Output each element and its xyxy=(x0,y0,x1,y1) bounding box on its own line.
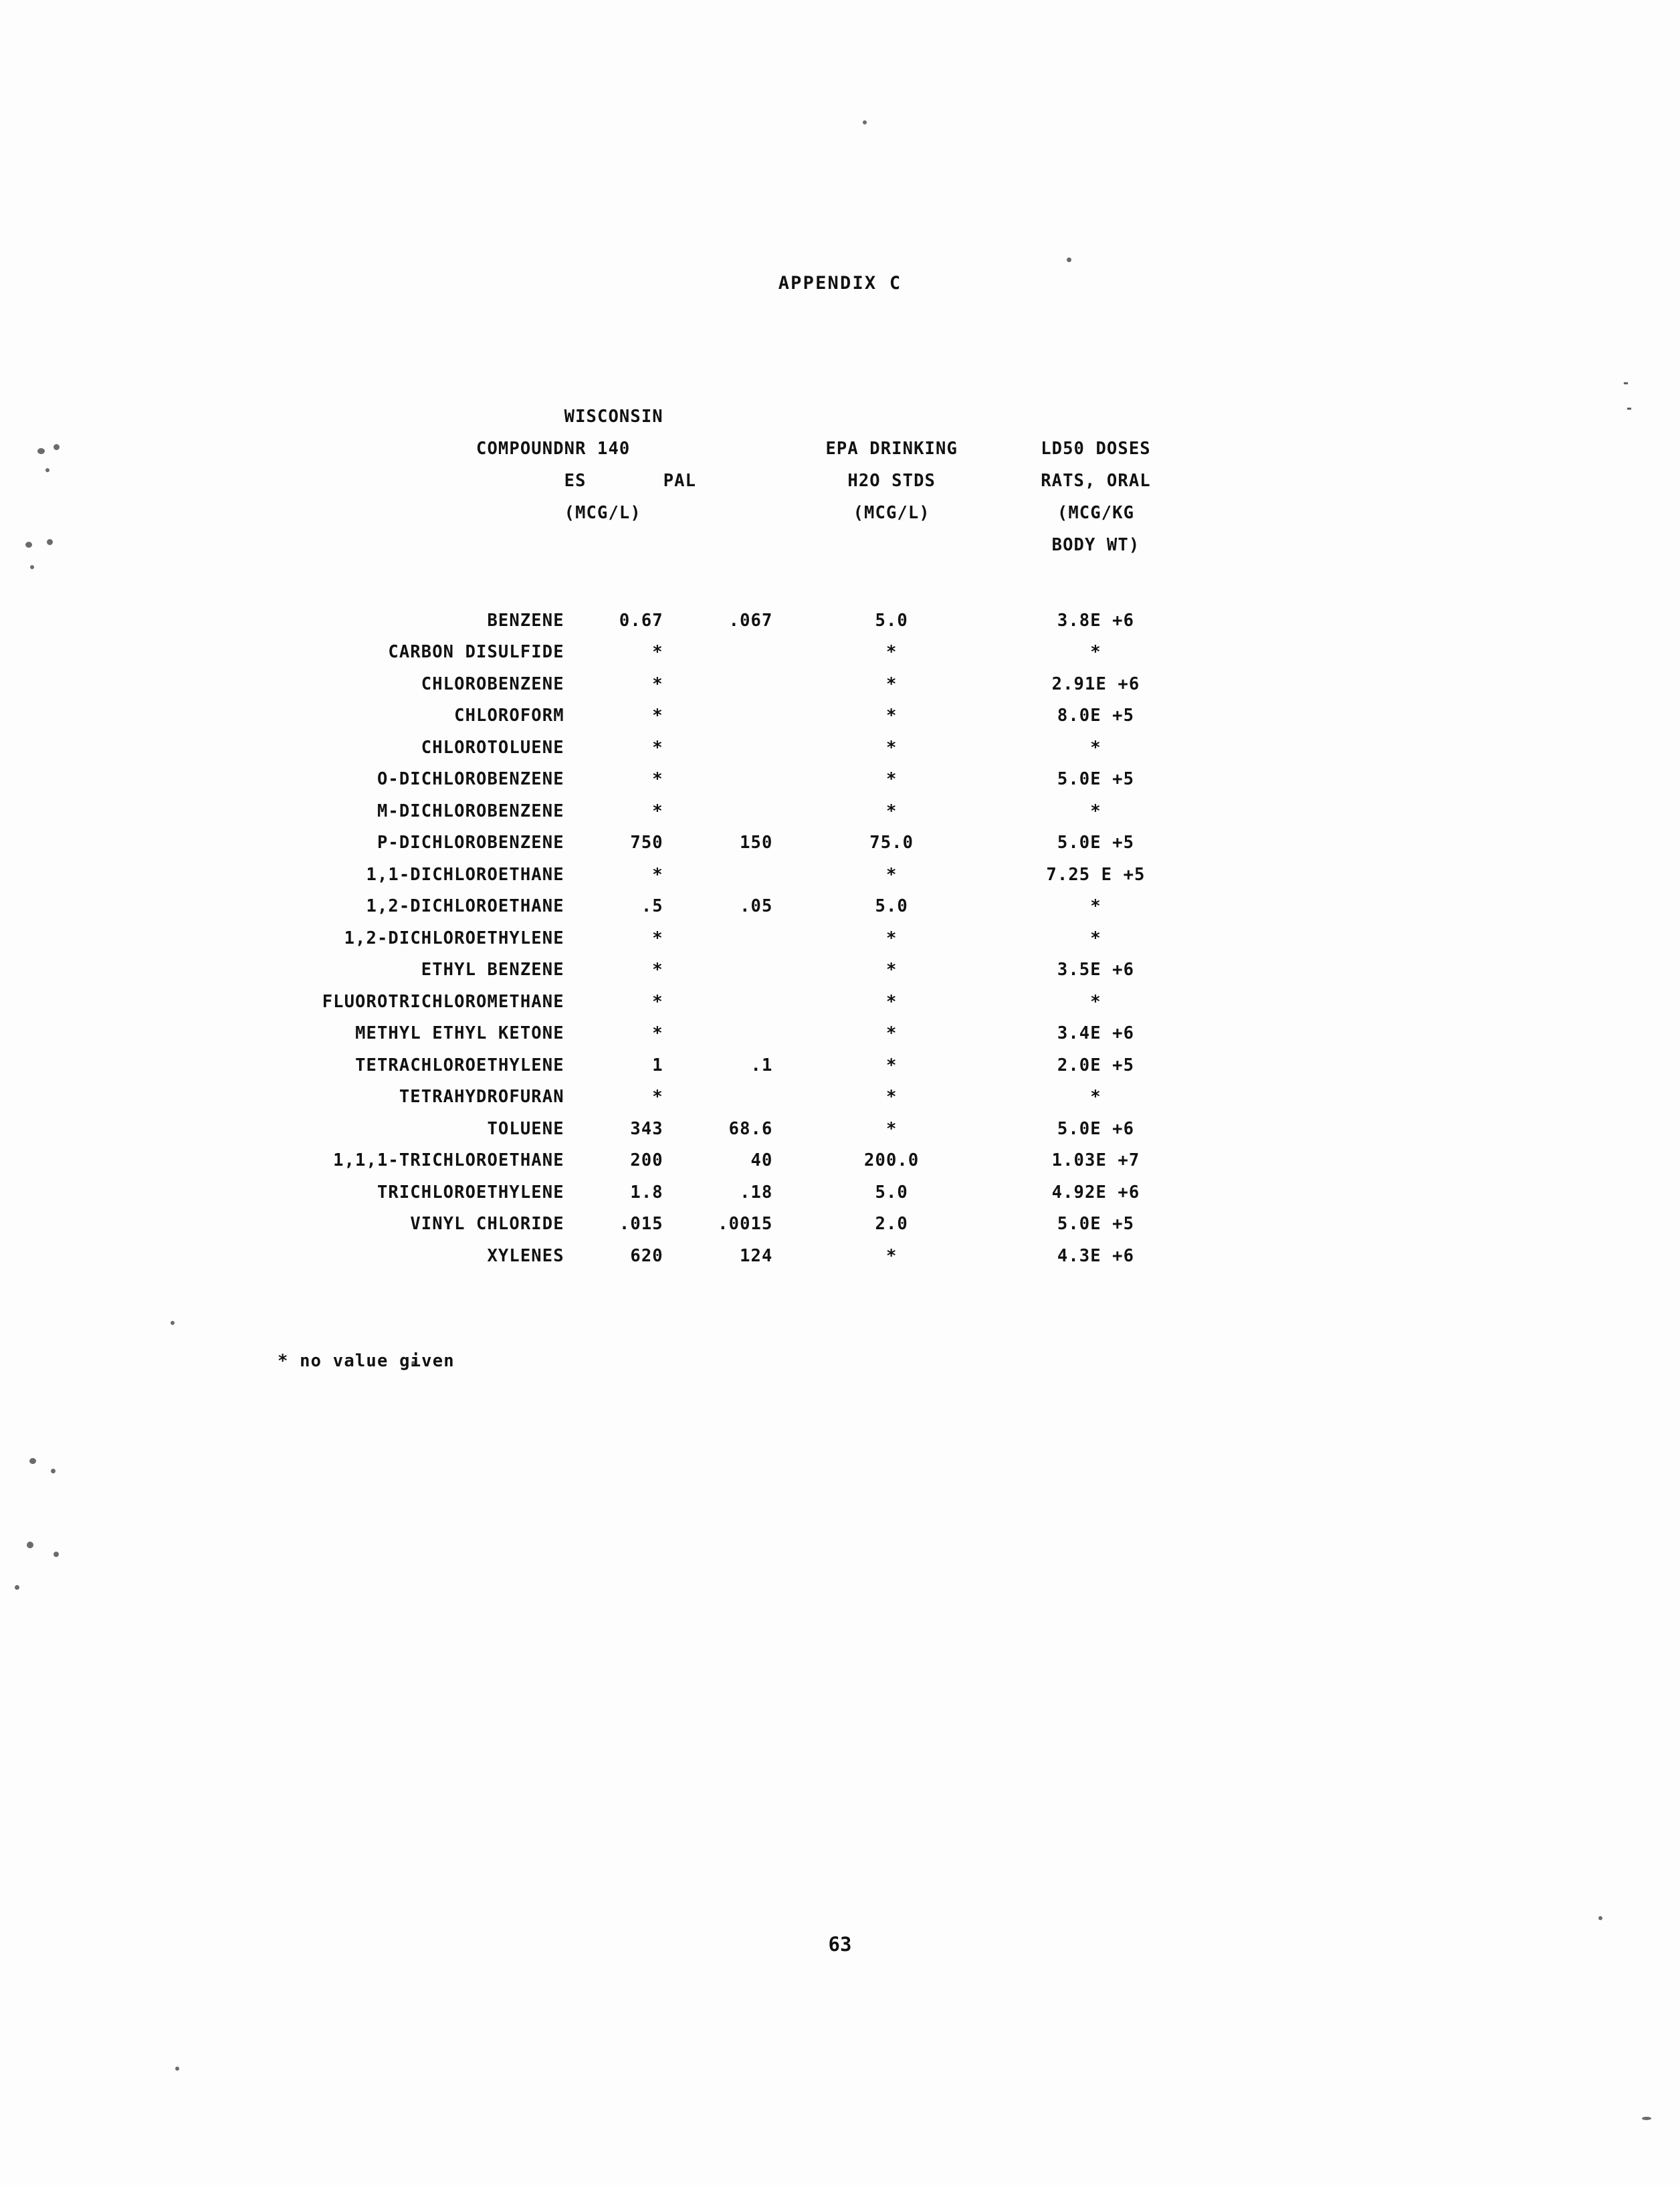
cell-es: 620 xyxy=(630,1245,663,1266)
cell-ld50: 3.4E +6 xyxy=(1057,1023,1135,1044)
cell-ld50: * xyxy=(1090,642,1101,663)
cell-ld50: * xyxy=(1090,991,1101,1012)
cell-es: * xyxy=(652,960,663,980)
cell-pal xyxy=(663,764,796,796)
appendix-table xyxy=(268,395,1204,1272)
cell-compound: VINYL CHLORIDE xyxy=(410,1214,564,1235)
scan-speck xyxy=(25,542,32,548)
cell-compound: M-DICHLOROBENZENE xyxy=(377,801,564,821)
cell-compound: BENZENE xyxy=(487,610,564,631)
cell-pal: 150 xyxy=(740,833,773,853)
table-header-row-3 xyxy=(268,459,1204,491)
scan-speck xyxy=(51,1469,56,1473)
cell-pal xyxy=(663,637,796,669)
cell-pal: 124 xyxy=(740,1245,773,1266)
scan-speck xyxy=(171,1321,175,1325)
cell-pal xyxy=(663,795,796,827)
header-pal: PAL xyxy=(663,471,697,491)
cell-compound: CHLOROTOLUENE xyxy=(421,737,564,758)
header-wisconsin-line2: NR 140 xyxy=(564,439,631,459)
cell-compound: 1,1-DICHLOROETHANE xyxy=(366,864,564,885)
cell-epa: * xyxy=(885,1087,898,1108)
cell-compound: 1,1,1-TRICHLOROETHANE xyxy=(333,1150,564,1171)
cell-compound: TETRAHYDROFURAN xyxy=(399,1087,564,1108)
cell-es: 1.8 xyxy=(630,1182,663,1203)
scan-speck xyxy=(37,448,45,454)
cell-ld50: 5.0E +5 xyxy=(1057,1214,1135,1235)
cell-es: 750 xyxy=(630,833,663,853)
header-es: ES xyxy=(564,471,587,491)
table-header-row-5 xyxy=(268,523,1204,555)
cell-es: * xyxy=(652,1023,663,1044)
scan-speck xyxy=(30,565,34,569)
header-spacer-6 xyxy=(268,491,564,523)
header-spacer-2 xyxy=(795,395,988,427)
table-row xyxy=(268,986,1204,1018)
cell-ld50: 5.0E +5 xyxy=(1057,833,1135,853)
cell-ld50: * xyxy=(1090,896,1101,917)
cell-epa: * xyxy=(885,864,898,885)
cell-pal xyxy=(663,922,796,954)
table-body xyxy=(268,605,1204,1272)
cell-epa: 200.0 xyxy=(864,1150,920,1171)
header-spacer-5 xyxy=(268,459,564,491)
cell-epa: 5.0 xyxy=(875,1182,908,1203)
margin-mark-top-right-2: - xyxy=(1625,400,1634,416)
cell-ld50: 7.25 E +5 xyxy=(1046,864,1146,885)
cell-es: 343 xyxy=(630,1118,663,1139)
cell-compound: P-DICHLOROBENZENE xyxy=(377,833,564,853)
cell-epa: * xyxy=(885,991,898,1012)
cell-es: * xyxy=(652,642,663,663)
scan-speck xyxy=(54,444,60,450)
cell-ld50: 5.0E +6 xyxy=(1057,1118,1135,1139)
cell-compound: 1,2-DICHLOROETHANE xyxy=(366,896,564,917)
cell-compound: ETHYL BENZENE xyxy=(421,960,564,980)
page-number: 63 xyxy=(828,1933,852,1956)
scan-speck xyxy=(1598,1916,1602,1920)
header-spacer-7 xyxy=(268,523,564,555)
cell-epa: * xyxy=(885,642,898,663)
table-row xyxy=(268,668,1204,700)
header-spacer-9 xyxy=(663,523,796,555)
cell-compound: XYLENES xyxy=(487,1245,564,1266)
cell-epa: * xyxy=(885,737,898,758)
cell-epa: * xyxy=(885,928,898,948)
compound-data-table xyxy=(268,395,1204,1272)
cell-epa: * xyxy=(885,1023,898,1044)
cell-pal xyxy=(663,1018,796,1050)
cell-es: * xyxy=(652,673,663,694)
table-row xyxy=(268,732,1204,764)
table-row xyxy=(268,1240,1204,1272)
cell-epa: 5.0 xyxy=(875,610,908,631)
cell-pal: .18 xyxy=(740,1182,773,1203)
header-ld50-line1: LD50 DOSES xyxy=(1041,439,1151,459)
cell-es: * xyxy=(652,991,663,1012)
cell-pal: 68.6 xyxy=(728,1118,773,1139)
cell-pal xyxy=(663,668,796,700)
table-row xyxy=(268,700,1204,732)
cell-ld50: 3.5E +6 xyxy=(1057,960,1135,980)
cell-compound: CARBON DISULFIDE xyxy=(388,642,564,663)
table-row xyxy=(268,859,1204,891)
table-row xyxy=(268,827,1204,859)
cell-ld50: * xyxy=(1090,737,1101,758)
cell-epa: * xyxy=(885,1055,898,1075)
cell-pal xyxy=(663,1081,796,1114)
cell-ld50: 2.0E +5 xyxy=(1057,1055,1135,1075)
cell-epa: * xyxy=(885,801,898,821)
margin-mark-top-right: - xyxy=(1622,375,1631,391)
scan-speck xyxy=(1642,2117,1651,2120)
header-compound-blank xyxy=(268,395,564,427)
cell-compound: TRICHLOROETHYLENE xyxy=(377,1182,564,1203)
cell-compound: TOLUENE xyxy=(487,1118,564,1139)
cell-ld50: 4.3E +6 xyxy=(1057,1245,1135,1266)
scan-speck xyxy=(175,2067,179,2071)
cell-compound: CHLOROBENZENE xyxy=(421,673,564,694)
table-row xyxy=(268,1081,1204,1114)
cell-ld50: 8.0E +5 xyxy=(1057,706,1135,726)
cell-epa: * xyxy=(885,1245,898,1266)
table-row xyxy=(268,795,1204,827)
table-row xyxy=(268,605,1204,637)
table-row xyxy=(268,1049,1204,1081)
cell-epa: * xyxy=(885,673,898,694)
table-header-row-1 xyxy=(268,395,1204,427)
header-ld50-units: (MCG/KG xyxy=(1057,503,1135,523)
cell-pal: .1 xyxy=(750,1055,773,1075)
page-title: APPENDIX C xyxy=(778,273,902,294)
cell-compound: CHLOROFORM xyxy=(454,706,564,726)
cell-compound: 1,2-DICHLOROETHYLENE xyxy=(344,928,564,948)
header-wisconsin-line1: WISCONSIN xyxy=(564,407,663,427)
cell-pal xyxy=(663,700,796,732)
cell-pal xyxy=(663,954,796,986)
cell-epa: * xyxy=(885,960,898,980)
scan-speck xyxy=(54,1552,59,1557)
header-compound: COMPOUND xyxy=(476,439,564,459)
cell-pal: .0015 xyxy=(718,1214,773,1235)
cell-pal xyxy=(663,986,796,1018)
cell-es: .5 xyxy=(641,896,663,917)
scan-speck xyxy=(47,539,53,545)
header-spacer-3 xyxy=(988,395,1204,427)
cell-epa: 2.0 xyxy=(875,1214,908,1235)
cell-es: .015 xyxy=(619,1214,663,1235)
scan-speck xyxy=(863,120,867,124)
scan-speck xyxy=(15,1585,19,1590)
header-epa-units: (MCG/L) xyxy=(853,503,930,523)
cell-compound: TETRACHLOROETHYLENE xyxy=(355,1055,564,1075)
header-epa-line1: EPA DRINKING xyxy=(825,439,958,459)
cell-pal: .067 xyxy=(728,610,773,631)
table-header-row-2 xyxy=(268,427,1204,459)
cell-ld50: 3.8E +6 xyxy=(1057,610,1135,631)
table-header-row-4 xyxy=(268,491,1204,523)
cell-es: 1 xyxy=(652,1055,663,1075)
scan-speck xyxy=(27,1542,33,1548)
cell-epa: * xyxy=(885,1118,898,1139)
cell-es: * xyxy=(652,801,663,821)
header-epa-line2: H2O STDS xyxy=(847,471,936,491)
cell-epa: 75.0 xyxy=(869,833,914,853)
cell-es: * xyxy=(652,706,663,726)
scan-speck xyxy=(29,1458,36,1464)
header-ld50-line2: RATS, ORAL xyxy=(1041,471,1151,491)
cell-pal xyxy=(663,732,796,764)
header-spacer-10 xyxy=(795,523,988,555)
cell-ld50: * xyxy=(1090,1087,1101,1108)
cell-ld50: 4.92E +6 xyxy=(1051,1182,1140,1203)
cell-es: 200 xyxy=(630,1150,663,1171)
cell-ld50: 1.03E +7 xyxy=(1051,1150,1140,1171)
cell-es: * xyxy=(652,769,663,790)
cell-es: 0.67 xyxy=(619,610,663,631)
cell-ld50: * xyxy=(1090,801,1101,821)
table-row xyxy=(268,637,1204,669)
cell-es: * xyxy=(652,1087,663,1108)
cell-es: * xyxy=(652,928,663,948)
table-row xyxy=(268,1209,1204,1241)
table-row xyxy=(268,764,1204,796)
cell-ld50: 5.0E +5 xyxy=(1057,769,1135,790)
header-spacer-4 xyxy=(663,427,796,459)
scan-speck xyxy=(45,468,49,472)
header-spacer-1 xyxy=(663,395,796,427)
header-spacer-8 xyxy=(564,523,663,555)
table-row xyxy=(268,1145,1204,1177)
cell-pal: 40 xyxy=(750,1150,773,1171)
scan-speck xyxy=(1067,257,1071,262)
cell-pal: .05 xyxy=(740,896,773,917)
cell-epa: 5.0 xyxy=(875,896,908,917)
table-gap xyxy=(268,555,1204,605)
cell-compound: METHYL ETHYL KETONE xyxy=(355,1023,564,1044)
cell-ld50: 2.91E +6 xyxy=(1051,673,1140,694)
footnote: * no value given xyxy=(278,1351,455,1371)
table-row xyxy=(268,891,1204,923)
cell-compound: FLUOROTRICHLOROMETHANE xyxy=(322,991,564,1012)
cell-ld50: * xyxy=(1090,928,1101,948)
cell-pal xyxy=(663,859,796,891)
table-row xyxy=(268,1113,1204,1145)
cell-es: * xyxy=(652,864,663,885)
header-wisconsin-units: (MCG/L) xyxy=(564,503,641,523)
table-row xyxy=(268,1018,1204,1050)
table-row xyxy=(268,1176,1204,1209)
table-row xyxy=(268,954,1204,986)
cell-compound: O-DICHLOROBENZENE xyxy=(377,769,564,790)
cell-epa: * xyxy=(885,706,898,726)
cell-es: * xyxy=(652,737,663,758)
cell-epa: * xyxy=(885,769,898,790)
table-row xyxy=(268,922,1204,954)
header-ld50-units2: BODY WT) xyxy=(1051,535,1140,555)
